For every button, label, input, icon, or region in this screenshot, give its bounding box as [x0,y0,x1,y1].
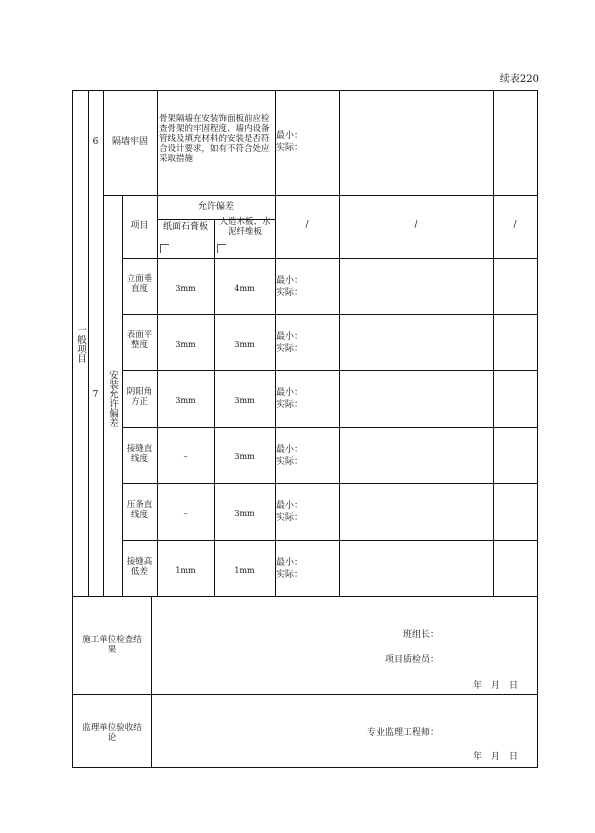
row-min: 最小： [276,501,304,511]
supervision-date: 年 月 日 [473,752,519,762]
row-actual: 实际： [276,288,304,298]
slash-3: / [513,220,517,230]
row6-actual-label: 实际： [276,143,304,153]
team-leader-label: 班组长： [403,630,440,640]
row-actual: 实际： [276,570,304,580]
row-actual: 实际： [276,457,304,467]
row-min: 最小： [276,445,304,455]
row6-item: 隔墙牢固 [111,137,148,147]
general-items-label: 一般项目 [75,325,86,363]
inspector-label: 项目质检员： [385,655,440,665]
row-name: 阴阳角方正 [126,387,153,407]
item-header: 项目 [130,221,149,231]
row-min: 最小： [276,332,304,342]
gypsum-checkbox[interactable] [160,244,169,253]
slash-1: / [305,220,309,230]
row-min: 最小： [276,276,304,286]
col-board-header: 人造木板、水泥纤维板 [219,217,271,237]
construction-date: 年 月 日 [473,681,519,691]
slash-2: / [414,220,418,230]
construction-label: 施工单位检查结果 [82,635,142,655]
tolerance-header: 允许偏差 [197,202,234,212]
row6-requirement: 骨架隔墙在安装饰面板前应检查骨架的牢固程度、墙内设备管线及填充材料的安装是否符合设计要求，如有不符合处应采取措施 [159,114,270,164]
row-name: 接缝直线度 [126,444,153,464]
row-name: 接缝高低差 [126,557,153,577]
row-gypsum: 3mm [175,340,196,349]
row-gypsum: – [183,452,188,461]
row-board: 3mm [234,509,255,518]
row-min: 最小： [276,388,304,398]
row-board: 3mm [234,396,255,405]
row6-min-label: 最小： [276,131,304,141]
row-name: 表面平整度 [126,330,153,350]
row-actual: 实际： [276,344,304,354]
row7-index: 7 [92,390,99,400]
row-gypsum: 3mm [175,396,196,405]
continued-label: 续表220 [499,74,539,85]
row-gypsum: 1mm [175,566,196,575]
row-gypsum: 3mm [175,284,196,293]
col-gypsum-header: 纸面石膏板 [162,222,208,232]
row-actual: 实际： [276,513,304,523]
row6-index: 6 [92,137,99,147]
row-name: 立面垂直度 [126,274,153,294]
row-name: 压条直线度 [126,500,153,520]
install-tolerance-label: 安装允许偏差 [107,370,118,427]
engineer-label: 专业监理工程师： [367,728,440,738]
row-min: 最小： [276,558,304,568]
row-board: 3mm [234,452,255,461]
row-gypsum: – [183,509,188,518]
row-board: 1mm [234,566,255,575]
row-actual: 实际： [276,400,304,410]
row-board: 4mm [234,284,255,293]
row-board: 3mm [234,340,255,349]
board-checkbox[interactable] [217,244,226,253]
supervision-label: 监理单位验收结论 [82,723,142,743]
